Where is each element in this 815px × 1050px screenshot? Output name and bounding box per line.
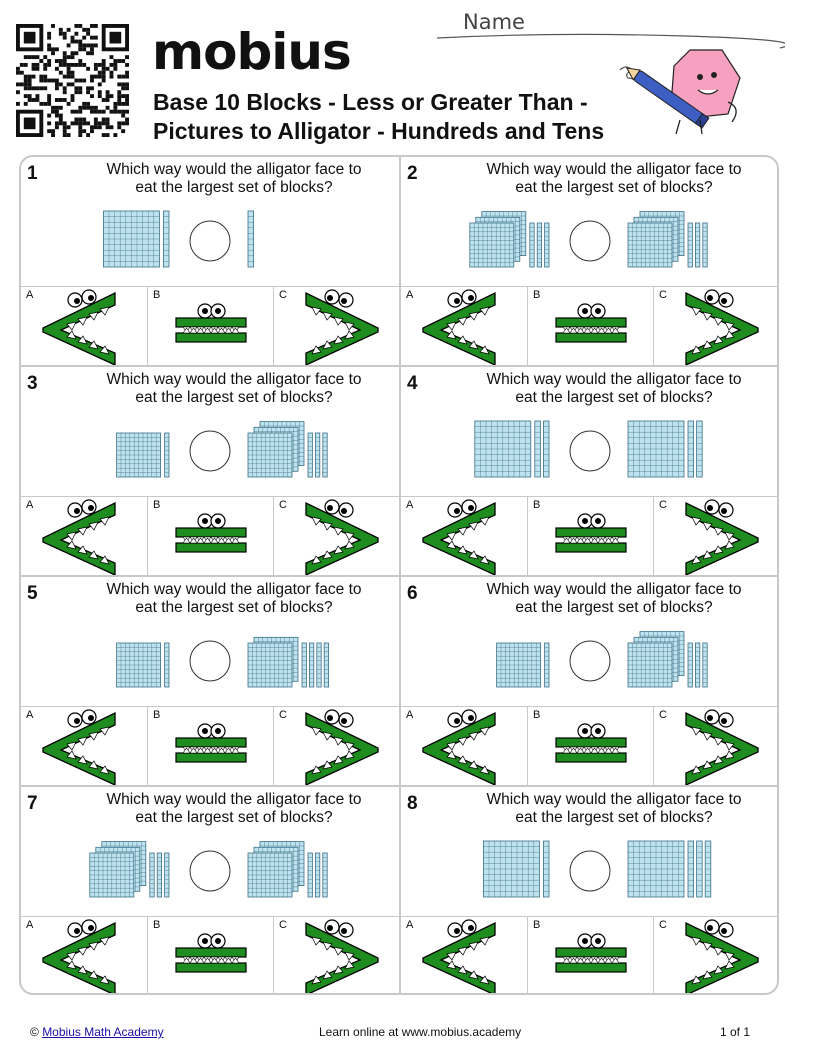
right-block-group [248, 842, 327, 897]
choice-label: A [26, 499, 34, 511]
choice-label: A [406, 709, 414, 721]
choice-label: A [26, 289, 34, 301]
choice-b[interactable] [147, 707, 273, 787]
alligator-facing-left-icon [21, 917, 147, 995]
choice-label: B [153, 919, 161, 931]
alligator-closed-icon [148, 707, 274, 787]
blocks-comparison [401, 201, 779, 285]
choice-b[interactable] [527, 707, 653, 787]
choice-b[interactable] [147, 287, 273, 367]
alligator-facing-left-icon [401, 497, 527, 577]
problem-number: 6 [407, 583, 418, 604]
left-block-group [117, 433, 169, 477]
question-line-1: Which way would the alligator face to [106, 161, 362, 178]
alligator-closed-icon [148, 497, 274, 577]
right-block-group [248, 637, 329, 687]
choice-a[interactable] [21, 497, 147, 577]
alligator-facing-left-icon [401, 917, 527, 995]
alligator-facing-right-icon [654, 287, 779, 367]
choice-label: C [659, 289, 667, 301]
answer-choices [21, 286, 399, 367]
academy-link[interactable]: Mobius Math Academy [42, 1025, 164, 1039]
problem-number: 3 [27, 373, 38, 394]
choice-a[interactable] [21, 287, 147, 367]
answer-choices [21, 496, 399, 577]
question-line-1: Which way would the alligator face to [106, 791, 362, 808]
question-line-2: eat the largest set of blocks? [515, 599, 713, 616]
right-block-group [248, 211, 254, 267]
problem-number: 2 [407, 163, 418, 184]
answer-choices [21, 706, 399, 787]
choice-b[interactable] [147, 497, 273, 577]
choice-c[interactable] [273, 287, 399, 367]
question-line-2: eat the largest set of blocks? [515, 809, 713, 826]
alligator-closed-icon [528, 707, 654, 787]
alligator-facing-right-icon [654, 707, 779, 787]
alligator-closed-icon [528, 497, 654, 577]
worksheet-title [153, 88, 604, 146]
question-line-2: eat the largest set of blocks? [135, 599, 333, 616]
choice-b[interactable] [527, 497, 653, 577]
choice-label: B [153, 289, 161, 301]
question-text [471, 371, 757, 407]
mobius-logo: mobius [152, 23, 351, 81]
choice-label: A [406, 499, 414, 511]
choice-label: C [659, 919, 667, 931]
choice-label: B [533, 499, 541, 511]
problems-grid [19, 155, 779, 995]
question-line-2: eat the largest set of blocks? [515, 179, 713, 196]
left-block-group [117, 643, 169, 687]
title-line-2: Pictures to Alligator - Hundreds and Tens [153, 118, 605, 144]
left-block-group [103, 211, 169, 267]
choice-c[interactable] [273, 917, 399, 995]
title-line-1: Base 10 Blocks - Less or Greater Than - [153, 89, 588, 115]
right-block-group [628, 212, 707, 267]
question-line-2: eat the largest set of blocks? [515, 389, 713, 406]
grid-divider-horizontal [21, 365, 779, 367]
left-block-group [475, 421, 549, 477]
problem-panel-8 [401, 787, 779, 995]
right-block-group [628, 841, 711, 897]
question-line-2: eat the largest set of blocks? [135, 179, 333, 196]
name-label: Name [463, 10, 525, 34]
choice-label: C [279, 709, 287, 721]
choice-a[interactable] [401, 917, 527, 995]
left-block-group [497, 643, 549, 687]
alligator-closed-icon [148, 287, 274, 367]
problem-number: 4 [407, 373, 418, 394]
grid-divider-horizontal [21, 575, 779, 577]
choice-label: C [279, 289, 287, 301]
answer-circle [570, 851, 610, 891]
choice-label: A [26, 919, 34, 931]
choice-label: C [659, 499, 667, 511]
question-line-1: Which way would the alligator face to [486, 161, 742, 178]
left-block-group [483, 841, 549, 897]
choice-label: C [279, 499, 287, 511]
alligator-facing-left-icon [401, 287, 527, 367]
choice-c[interactable] [273, 707, 399, 787]
blocks-comparison [401, 411, 779, 495]
choice-b[interactable] [147, 917, 273, 995]
right-block-group [248, 422, 327, 477]
problem-panel-6 [401, 577, 779, 786]
alligator-closed-icon [148, 917, 274, 995]
problem-number: 7 [27, 793, 38, 814]
answer-choices [401, 286, 779, 367]
choice-label: C [279, 919, 287, 931]
copyright [30, 1025, 164, 1039]
answer-circle [190, 641, 230, 681]
right-block-group [628, 632, 707, 687]
problem-panel-2 [401, 157, 779, 366]
choice-b[interactable] [527, 917, 653, 995]
question-line-1: Which way would the alligator face to [106, 581, 362, 598]
question-line-1: Which way would the alligator face to [486, 581, 742, 598]
choice-c[interactable] [653, 497, 779, 577]
alligator-facing-right-icon [274, 707, 400, 787]
blocks-comparison [21, 411, 399, 495]
problem-panel-5 [21, 577, 399, 786]
alligator-facing-right-icon [654, 917, 779, 995]
answer-circle [570, 221, 610, 261]
problem-number: 1 [27, 163, 38, 184]
answer-circle [190, 221, 230, 261]
grid-divider-horizontal [21, 785, 779, 787]
question-text [471, 581, 757, 617]
blocks-comparison [21, 621, 399, 705]
problem-number: 8 [407, 793, 418, 814]
choice-label: B [533, 919, 541, 931]
alligator-facing-right-icon [274, 497, 400, 577]
choice-label: C [659, 709, 667, 721]
problem-panel-3 [21, 367, 399, 576]
choice-label: A [406, 289, 414, 301]
choice-a[interactable] [21, 917, 147, 995]
alligator-closed-icon [528, 287, 654, 367]
answer-circle [570, 641, 610, 681]
choice-label: B [533, 289, 541, 301]
choice-c[interactable] [653, 917, 779, 995]
question-text [471, 161, 757, 197]
answer-circle [570, 431, 610, 471]
question-text [471, 791, 757, 827]
question-line-2: eat the largest set of blocks? [135, 809, 333, 826]
question-line-1: Which way would the alligator face to [486, 371, 742, 388]
alligator-facing-right-icon [274, 287, 400, 367]
left-block-group [90, 842, 169, 897]
choice-a[interactable] [401, 497, 527, 577]
choice-label: A [406, 919, 414, 931]
alligator-facing-right-icon [654, 497, 779, 577]
alligator-facing-left-icon [21, 707, 147, 787]
choice-c[interactable] [653, 707, 779, 787]
blocks-comparison [21, 201, 399, 285]
alligator-facing-right-icon [274, 917, 400, 995]
choice-a[interactable] [401, 287, 527, 367]
question-line-1: Which way would the alligator face to [106, 371, 362, 388]
learn-online-text: Learn online at www.mobius.academy [319, 1025, 522, 1039]
answer-choices [21, 916, 399, 995]
choice-a[interactable] [21, 707, 147, 787]
blocks-comparison [401, 831, 779, 915]
left-block-group [470, 212, 549, 267]
problem-panel-4 [401, 367, 779, 576]
choice-label: B [153, 709, 161, 721]
answer-choices [401, 496, 779, 577]
choice-c[interactable] [653, 287, 779, 367]
blocks-comparison [21, 831, 399, 915]
choice-label: B [533, 709, 541, 721]
blocks-comparison [401, 621, 779, 705]
mascot-illustration [610, 42, 750, 142]
answer-choices [401, 706, 779, 787]
alligator-facing-left-icon [21, 287, 147, 367]
answer-circle [190, 851, 230, 891]
choice-label: A [26, 709, 34, 721]
question-text [91, 581, 377, 617]
question-text [91, 161, 377, 197]
alligator-facing-left-icon [21, 497, 147, 577]
page-number: 1 of 1 [720, 1025, 751, 1039]
question-text [91, 371, 377, 407]
choice-label: B [153, 499, 161, 511]
problem-number: 5 [27, 583, 38, 604]
alligator-facing-left-icon [401, 707, 527, 787]
answer-choices [401, 916, 779, 995]
problem-panel-1 [21, 157, 399, 366]
answer-circle [190, 431, 230, 471]
choice-a[interactable] [401, 707, 527, 787]
right-block-group [628, 421, 702, 477]
choice-c[interactable] [273, 497, 399, 577]
question-line-1: Which way would the alligator face to [486, 791, 742, 808]
problem-panel-7 [21, 787, 399, 995]
alligator-closed-icon [528, 917, 654, 995]
question-line-2: eat the largest set of blocks? [135, 389, 333, 406]
question-text [91, 791, 377, 827]
choice-b[interactable] [527, 287, 653, 367]
copyright-symbol: © [30, 1025, 39, 1039]
qr-code [16, 24, 129, 137]
